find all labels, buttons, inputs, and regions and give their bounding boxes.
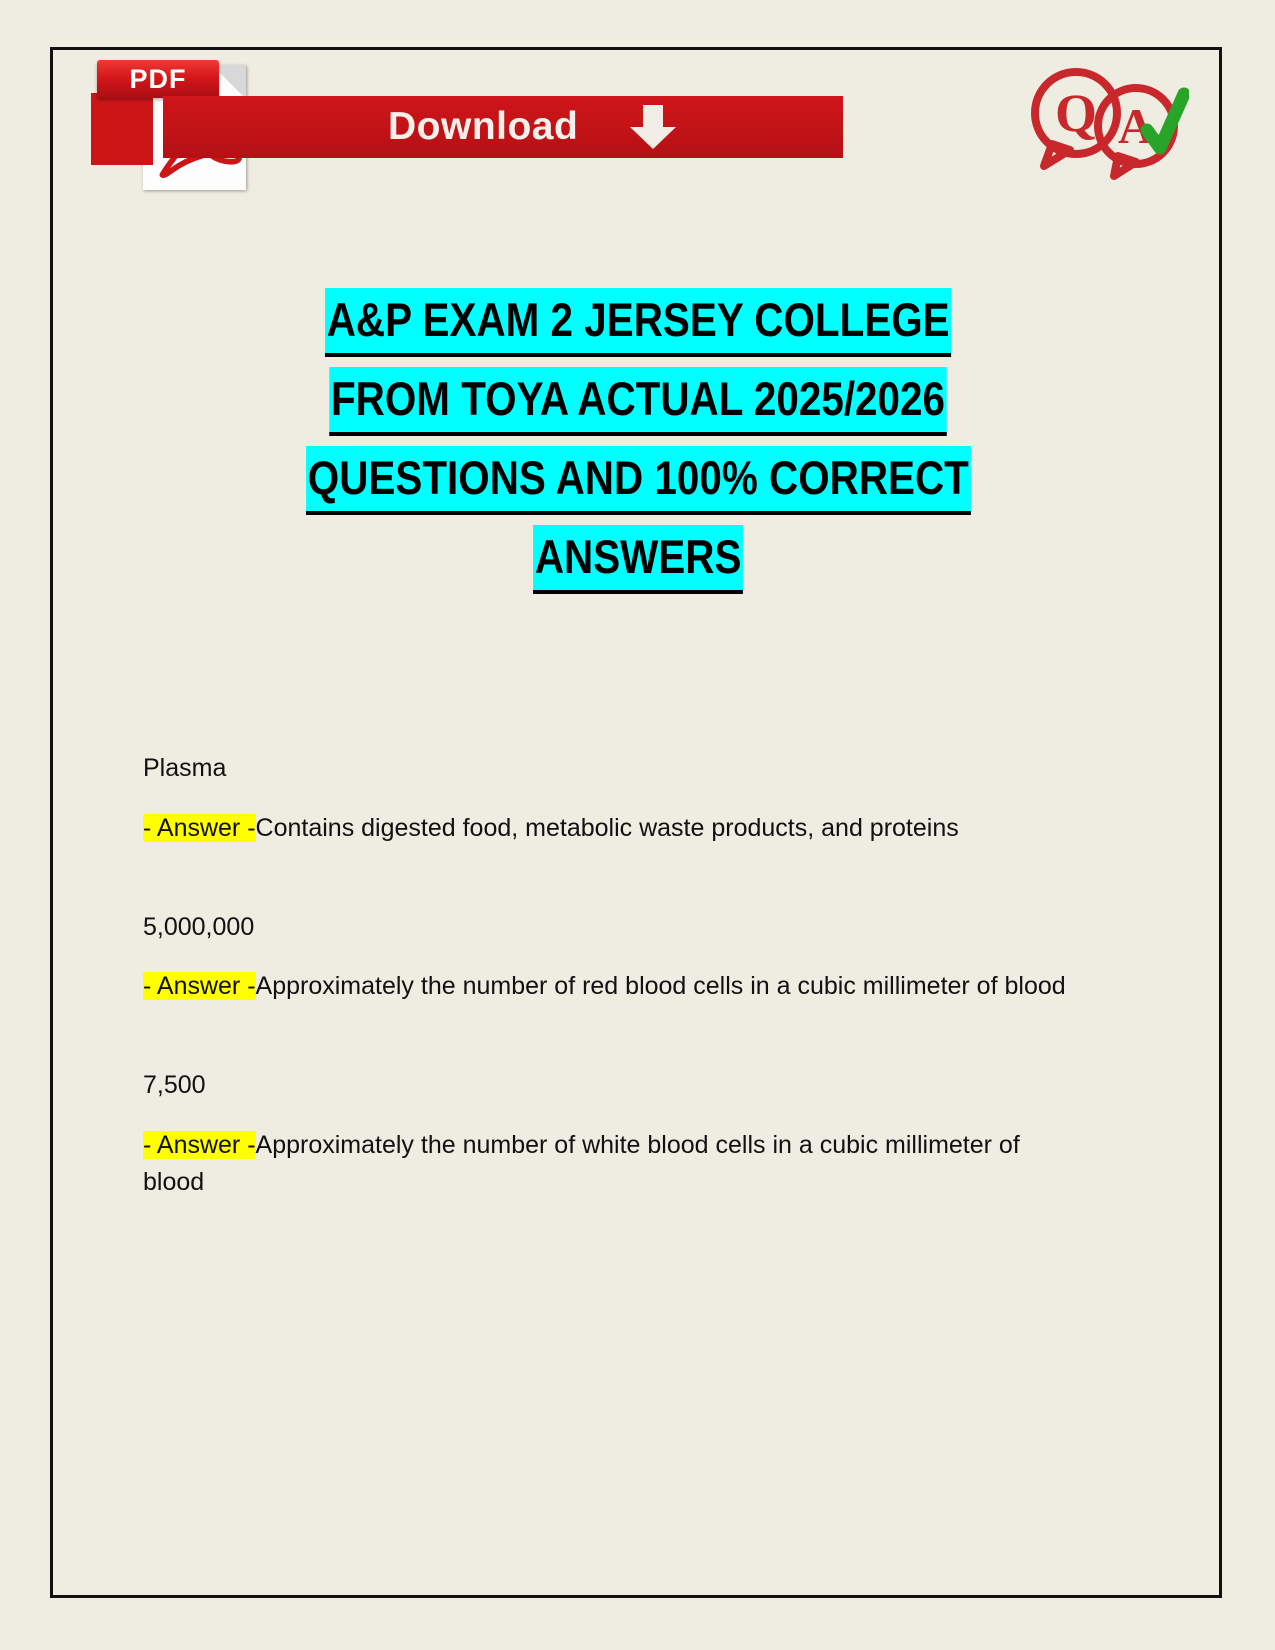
svg-text:A: A — [1117, 98, 1155, 154]
answer-marker: - Answer - — [143, 813, 256, 842]
qa-answer — [143, 810, 1073, 847]
qa-answer-text: Approximately the number of red blood cells in a cubic millimeter of blood — [255, 972, 1066, 1000]
qa-term: Plasma — [143, 754, 227, 782]
answer-marker: - Answer - — [143, 1130, 256, 1159]
title-line-text: ANSWERS — [533, 525, 743, 594]
document-header — [53, 50, 1219, 200]
page-title — [113, 288, 1163, 604]
title-line — [113, 288, 1163, 357]
download-label: Download — [388, 105, 579, 148]
title-line-text: QUESTIONS AND 100% CORRECT — [306, 446, 970, 515]
download-arrow-icon — [630, 105, 676, 149]
qa-logo — [1014, 58, 1189, 183]
answer-marker: - Answer - — [143, 972, 256, 1000]
title-line-text: FROM TOYA ACTUAL 2025/2026 — [329, 367, 946, 436]
qa-block — [143, 750, 1073, 847]
qa-answer-text: Approximately the number of white blood cells in a cubic millimeter of blood — [143, 1130, 1020, 1196]
svg-text:Q: Q — [1054, 83, 1098, 143]
pdf-red-block — [91, 93, 153, 165]
pdf-badge-label: PDF — [129, 63, 187, 94]
qa-term: 7,500 — [143, 1071, 206, 1099]
qa-answer-text: Contains digested food, metabolic waste products, and proteins — [255, 813, 959, 842]
qa-block — [143, 1067, 1073, 1201]
pdf-badge — [97, 60, 219, 98]
qa-answer — [143, 1127, 1073, 1201]
title-line — [113, 446, 1163, 515]
qa-content — [143, 750, 1073, 1263]
qa-answer — [143, 968, 1073, 1005]
title-line — [113, 525, 1163, 594]
qa-block — [143, 909, 1073, 1006]
qa-term: 5,000,000 — [143, 912, 255, 941]
download-button[interactable] — [163, 96, 843, 158]
title-line-text: A&P EXAM 2 JERSEY COLLEGE — [325, 288, 951, 357]
document-page — [50, 47, 1222, 1598]
title-line — [113, 367, 1163, 436]
